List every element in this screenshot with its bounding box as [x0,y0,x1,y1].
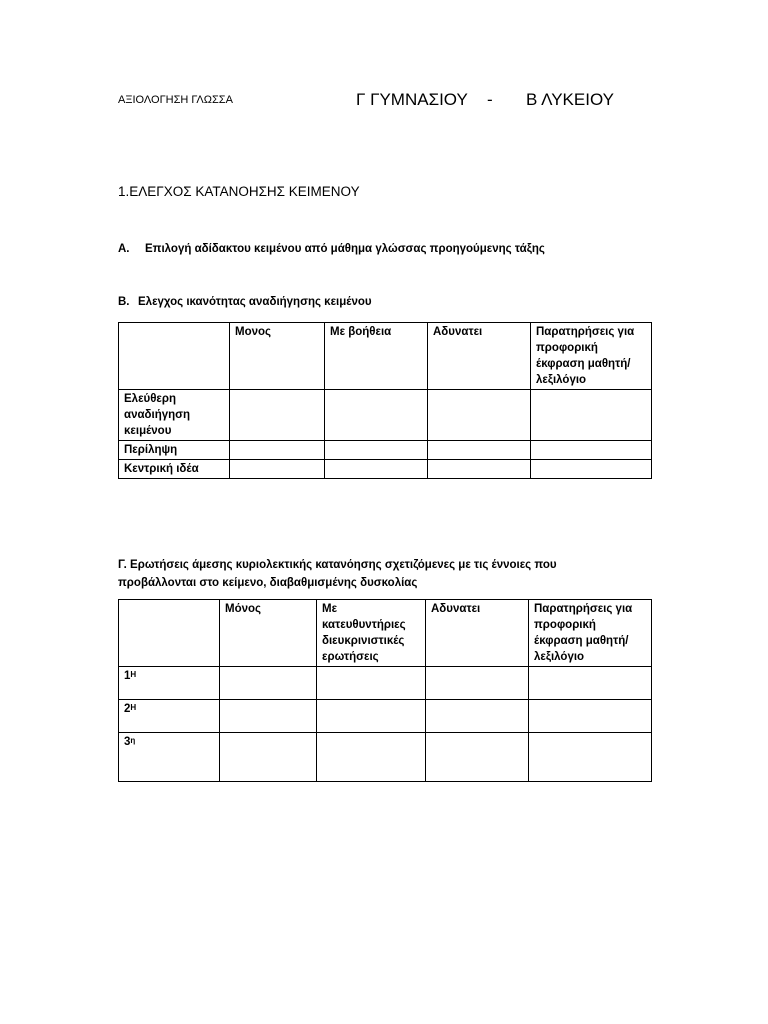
cell [531,460,652,479]
cell [230,460,325,479]
table-row [119,700,652,733]
header-cell: Αδυνατει [428,323,531,390]
row-number [119,700,220,733]
header-right: Β ΛΥΚΕΙΟΥ [526,90,614,109]
item-g-line2: προβάλλονται στο κείμενο, διαβαθμισμένης δυσκολίας [118,577,418,589]
row-label: Ελεύθερη αναδιήγηση κειμένου [119,390,230,441]
cell [220,667,317,700]
cell [426,700,529,733]
table-row [119,733,652,782]
header-middle: Γ ΓΥΜΝΑΣΙΟΥ [356,90,468,109]
row-number-suffix: Η [130,703,137,712]
table-row [119,460,652,479]
cell [325,390,428,441]
item-b [118,296,372,308]
header-cell: Παρατηρήσεις για προφορική έκφραση μαθητή/λεξιλόγιο [531,323,652,390]
table-row [119,667,652,700]
item-g [118,556,557,592]
cell [317,700,426,733]
row-label: Περίληψη [119,441,230,460]
row-number-digit: 3 [124,736,131,748]
table-row [119,441,652,460]
item-g-line1: Γ. Ερωτήσεις άμεσης κυριολεκτικής κατανόησης σχετιζόμενες με τις έννοιες που [118,559,557,571]
row-number-suffix: η [130,736,136,745]
header-cell [119,323,230,390]
cell [230,441,325,460]
header-cell: Με κατευθυντήριες διευκρινιστικές ερωτήσεις [317,600,426,667]
header-cell: Παρατηρήσεις για προφορική έκφραση μαθητή/λεξιλόγιο [529,600,652,667]
row-number-suffix: Η [130,670,137,679]
header-cell: Αδυνατει [426,600,529,667]
table-row [119,390,652,441]
header-cell [119,600,220,667]
cell [531,390,652,441]
cell [428,390,531,441]
row-number [119,667,220,700]
item-a [118,243,545,255]
cell [317,667,426,700]
cell [426,733,529,782]
header-cell: Μονος [230,323,325,390]
cell [426,667,529,700]
item-b-mark: Β. [118,296,130,308]
item-b-text: Ελεγχος ικανότητας αναδιήγησης κειμένου [138,296,372,308]
table-header-row [119,600,652,667]
cell [220,700,317,733]
row-label: Κεντρική ιδέα [119,460,230,479]
header-cell: Με βοήθεια [325,323,428,390]
cell [325,460,428,479]
item-a-mark: Α. [118,243,130,255]
questions-table [118,599,652,782]
cell [529,667,652,700]
table-header-row [119,323,652,390]
cell [325,441,428,460]
section1-title: 1.ΕΛΕΓΧΟΣ ΚΑΤΑΝΟΗΣΗΣ ΚΕΙΜΕΝΟΥ [118,184,360,199]
cell [317,733,426,782]
cell [428,460,531,479]
retelling-table [118,322,652,479]
cell [220,733,317,782]
cell [531,441,652,460]
cell [230,390,325,441]
cell [529,733,652,782]
cell [428,441,531,460]
row-number-digit: 2 [124,703,131,715]
row-number-digit: 1 [124,670,131,682]
row-number [119,733,220,782]
header-cell: Μόνος [220,600,317,667]
item-a-text: Επιλογή αδίδακτου κειμένου από μάθημα γλώσσας προηγούμενης τάξης [145,243,545,255]
header-dash: - [487,90,493,109]
header-left: ΑΞΙΟΛΟΓΗΣΗ ΓΛΩΣΣΑ [118,94,233,106]
cell [529,700,652,733]
